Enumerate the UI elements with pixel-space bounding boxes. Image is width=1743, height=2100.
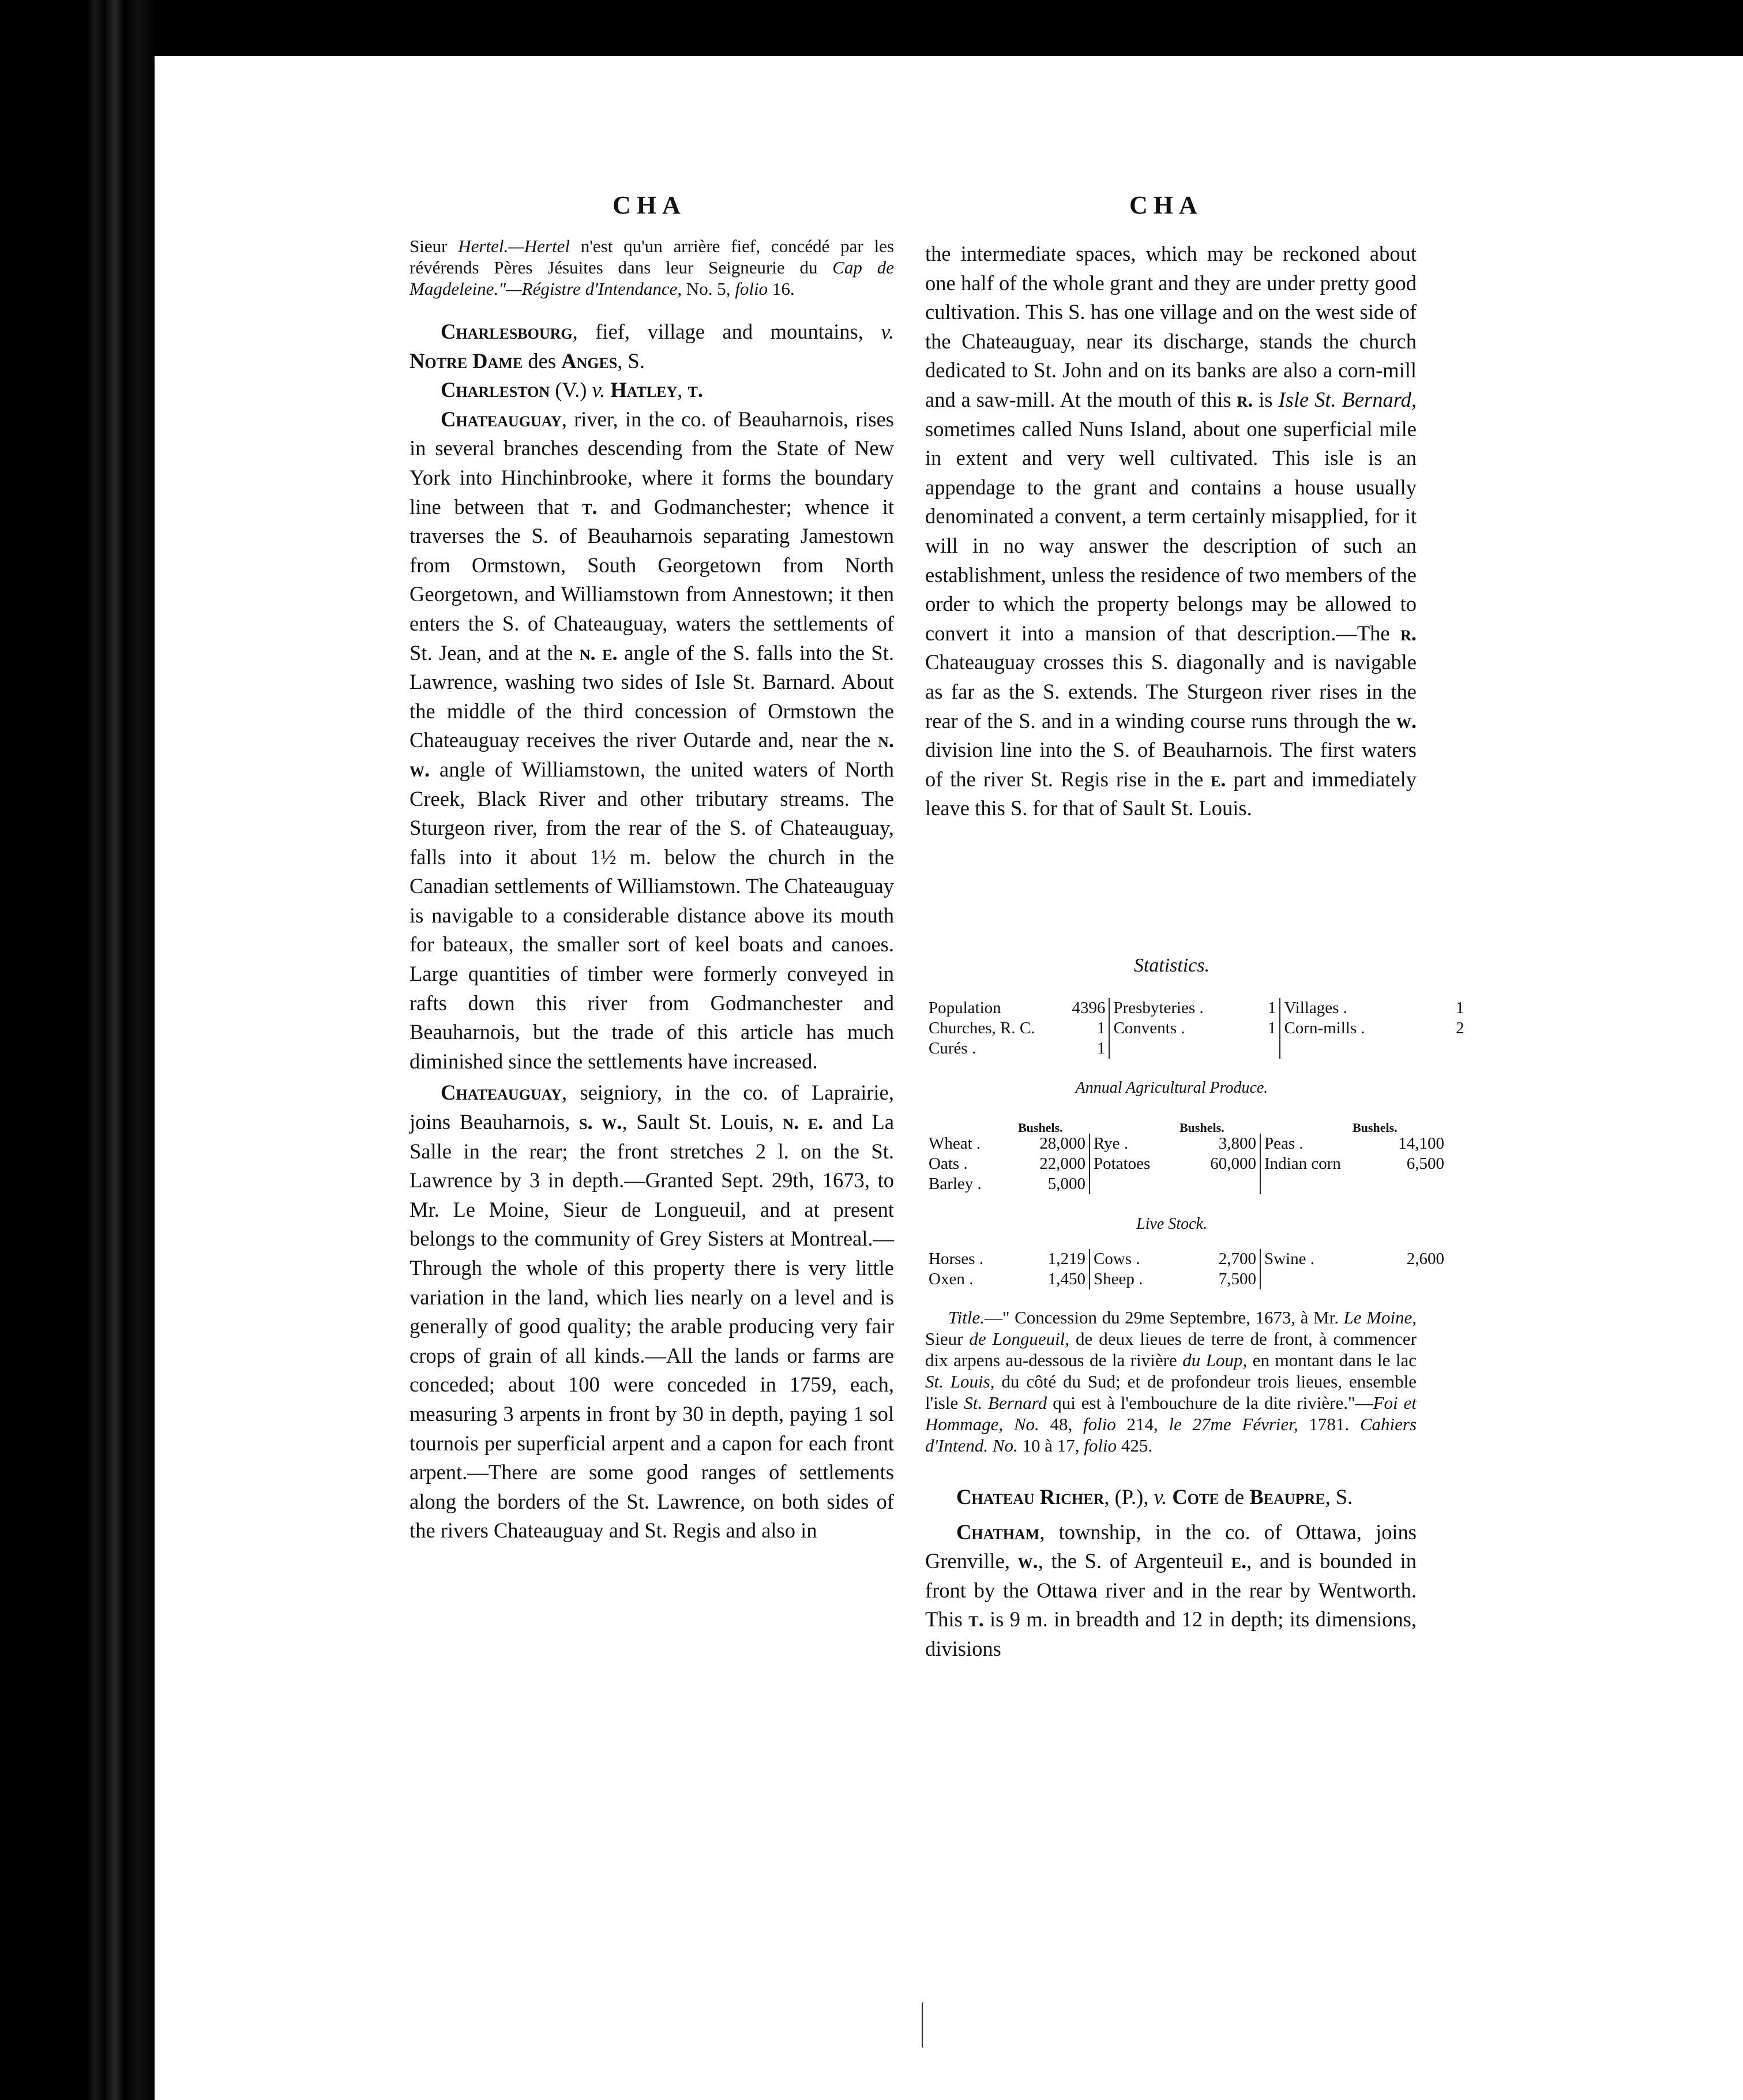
produce-unit-2: Bushels. (1179, 1120, 1224, 1135)
text-run: du Loup, (1182, 1350, 1248, 1370)
text-run: folio (1084, 1435, 1117, 1456)
text-run (1167, 1485, 1172, 1509)
text-run: , the S. of Argenteuil (1038, 1549, 1231, 1573)
table-cell: 7,500 (1195, 1269, 1260, 1289)
text-run: t. (688, 378, 704, 402)
text-run: Sieur (410, 236, 459, 256)
left-top-note (410, 235, 894, 299)
text-run: e. (1231, 1549, 1247, 1573)
text-run: 1781. (1298, 1414, 1360, 1434)
text-run: r. (1400, 621, 1417, 645)
entry-chateauguay-river (410, 405, 894, 1077)
text-run: w. (1396, 708, 1417, 733)
table-cell: Swine . (1264, 1250, 1314, 1268)
text-run: Hertel.—Hertel (458, 236, 570, 256)
text-run: , township, in the co. of Ottawa, joins Grenville, (925, 1520, 1417, 1573)
text-run: Chateau Richer (956, 1485, 1105, 1509)
text-run: Sieur (925, 1329, 970, 1349)
table-cell: Oxen . (929, 1270, 974, 1288)
table-row (925, 1018, 1467, 1038)
text-run: de deux lieues de terre de front, à commencer dix arpens au-dessous de la rivière (925, 1329, 1417, 1370)
text-run: the intermediate spaces, which may be reckoned about one half of the whole grant and they are under pretty good cultivation. This S. has one village and on the west side of the Chateauguay, near its discharge, stands the church dedicated to St. John and on its banks are also a corn-mill and a saw-mill. At the mouth of this (925, 242, 1417, 411)
produce-unit-1: Bushels. (1018, 1120, 1063, 1135)
text-run: qui est à l'embouchure de la dite rivière."— (1047, 1393, 1373, 1413)
table-cell: 1,450 (1019, 1269, 1090, 1289)
livestock-table (925, 1249, 1448, 1289)
text-run: r. (1237, 387, 1253, 411)
table-cell: Cows . (1094, 1250, 1140, 1268)
text-run: , fief, village and mountains, (572, 320, 881, 343)
text-run: Charleston (441, 378, 550, 402)
text-run: v. (592, 378, 606, 402)
text-run: 214, (1115, 1414, 1169, 1434)
table-cell: Convents . (1113, 1019, 1185, 1037)
text-run: Chatham (956, 1520, 1040, 1544)
text-run: Hatley (610, 378, 678, 402)
running-header-left: CHA (613, 191, 686, 219)
table-cell: 2,600 (1406, 1250, 1444, 1268)
table-cell: 3,800 (1195, 1134, 1260, 1154)
text-run: en montant dans le lac (1247, 1350, 1417, 1370)
table-cell (1090, 1174, 1195, 1194)
text-run: Cahiers d'Intend. No. (925, 1414, 1417, 1456)
text-run: , S. (617, 348, 645, 373)
statistics-table (925, 998, 1467, 1059)
text-run (605, 378, 610, 402)
table-cell: Wheat . (929, 1134, 981, 1153)
entry-chateau-richer (925, 1483, 1417, 1512)
table-cell: 60,000 (1195, 1154, 1260, 1174)
table-row (925, 1154, 1448, 1174)
text-run: n'est qu'un arrière fief, concédé par les révérends Pères Jésuites dans leur Seigneurie du (410, 236, 895, 278)
text-run: —" Concession du 29me Septembre, 1673, à Mr. (984, 1307, 1344, 1327)
text-run: Le Moine, (1343, 1307, 1417, 1327)
text-run: St. Louis, (925, 1371, 995, 1392)
left-entries (410, 317, 894, 1546)
text-run: St. Bernard (964, 1393, 1047, 1413)
table-cell: Potatoes (1094, 1154, 1151, 1173)
table-cell: 1 (1038, 1038, 1109, 1059)
entry-chatham (925, 1518, 1417, 1664)
text-run: division line into the S. of Beauharnois. The first waters of the river St. Regis rise in the (925, 738, 1417, 791)
text-run: de Longueuil, (969, 1329, 1070, 1349)
table-cell: Barley . (929, 1175, 982, 1193)
table-cell (1109, 1038, 1215, 1059)
text-run: Title. (948, 1307, 985, 1327)
table-cell: 2 (1455, 1019, 1464, 1037)
text-run: is (1253, 387, 1279, 411)
statistics-title: Statistics. (1133, 955, 1210, 976)
text-run: Charlesbourg (441, 320, 573, 343)
text-run: angle of the S. falls into the St. Lawrence, washing two sides of Isle St. Barnard. About the middle of the third concession of Ormstown the Chateauguay receives the river Outarde and, near the (410, 640, 894, 752)
text-run: le 27me Février, (1169, 1414, 1298, 1434)
right-continuation (925, 239, 1417, 823)
table-row (925, 1134, 1448, 1154)
entry-chateauguay-seigniory (410, 1078, 894, 1546)
text-run: w. (1017, 1549, 1038, 1573)
text-run: folio (735, 279, 768, 299)
text-run: 16. (768, 279, 795, 299)
table-cell: Horses . (929, 1250, 984, 1268)
text-run: (V.) (550, 378, 592, 402)
table-cell: Curés . (929, 1039, 976, 1058)
table-cell (1397, 1038, 1467, 1059)
text-run: t. (968, 1607, 984, 1632)
table-cell: Oats . (929, 1154, 968, 1173)
page-mark (922, 2002, 927, 2048)
table-cell: 1 (1215, 998, 1280, 1018)
text-run: n. e. (579, 640, 618, 665)
text-run: Cap de Magdeleine."—Régistre d'Intendance, (410, 257, 894, 299)
text-run: n. e. (783, 1110, 824, 1134)
table-cell (1215, 1038, 1280, 1059)
livestock-title: Live Stock. (1136, 1215, 1207, 1233)
text-run: Anges (561, 348, 618, 373)
table-cell: Presbyteries . (1113, 999, 1204, 1017)
text-run: , (677, 378, 688, 402)
table-cell: Indian corn (1264, 1154, 1341, 1173)
text-run: n. w. (410, 728, 894, 781)
table-cell: 22,000 (1019, 1154, 1090, 1174)
running-header-right: CHA (1129, 191, 1203, 219)
table-row (925, 1174, 1448, 1194)
entry-charlesbourg (410, 317, 894, 376)
text-run: Chateauguay (441, 1081, 562, 1105)
table-cell: 5,000 (1019, 1174, 1090, 1194)
produce-table (925, 1134, 1448, 1194)
entry-charleston (410, 376, 894, 405)
table-cell: 28,000 (1019, 1134, 1090, 1154)
right-entries (925, 1483, 1417, 1664)
title-note (925, 1307, 1417, 1456)
table-cell: Sheep . (1094, 1270, 1143, 1288)
text-run: No. 5, (682, 279, 735, 299)
text-run: Notre Dame (410, 348, 523, 373)
table-cell (1377, 1174, 1448, 1194)
table-cell: 1 (1038, 1018, 1109, 1038)
text-run: , Sault St. Louis, (622, 1110, 783, 1134)
table-cell: 1 (1215, 1018, 1280, 1038)
text-run: des (523, 348, 562, 373)
table-cell: 2,700 (1195, 1249, 1260, 1269)
table-cell (1260, 1174, 1377, 1194)
text-run: t. (582, 494, 598, 519)
table-cell: 1 (1455, 999, 1464, 1017)
table-row (925, 998, 1467, 1018)
text-run: and La Salle in the rear; the front stretches 2 l. on the St. Lawrence by 3 in depth.—Granted Sept. 29th, 1673, to Mr. Le Moine, Sieur de Longueuil, and at present belongs to the community of Grey Sisters at Montreal.—Through the whole of this property there is very little variation in the land, which lies nearly on a level and is generally of good quality; the arable producing very fair crops of grain of all kinds.—All the lands or farms are conceded; about 100 were conceded in 1759, each, measuring 3 arpents in front by 30 in depth, paying 1 sol tournois per superficial arpent and a capon for each front arpent.—There are some good ranges of settlements along the borders of the St. Lawrence, on both sides of the rivers Chateauguay and St. Regis and also in (410, 1110, 895, 1543)
text-run: du côté du Sud; et de profondeur trois lieues, ensemble l'isle (925, 1371, 1417, 1413)
table-cell (1260, 1269, 1377, 1289)
table-cell: 1,219 (1019, 1249, 1090, 1269)
table-cell: Corn-mills . (1284, 1019, 1365, 1037)
table-cell: 6,500 (1406, 1154, 1444, 1173)
text-run: 48, (1039, 1414, 1083, 1434)
text-run: s. w. (579, 1110, 622, 1134)
text-run: , seigniory, in the co. of Laprairie, joins Beauharnois, (410, 1081, 894, 1134)
table-cell (1377, 1269, 1448, 1289)
table-cell (1280, 1038, 1397, 1059)
produce-title: Annual Agricultural Produce. (1075, 1079, 1268, 1097)
text-run: 425. (1117, 1435, 1153, 1456)
text-run: sometimes called Nuns Island, about one superficial mile in extent and very well cultivated. This isle is an appendage to the grant and contains a house usually denominated a convent, a term certainly misapplied, for it will in no way answer the description of such an establishment, unless the residence of two members of the order to which the property belongs may be allowed to convert it into a mansion of that description.—The (925, 417, 1417, 645)
text-run: , S. (1325, 1485, 1353, 1509)
table-cell: 14,100 (1398, 1134, 1444, 1153)
text-run: Cote (1172, 1485, 1219, 1509)
table-row (925, 1249, 1448, 1269)
table-cell: Population (929, 999, 1001, 1017)
text-run: angle of Williamstown, the united waters of North Creek, Black River and other tributary streams. The Sturgeon river, from the rear of the S. of Chateauguay, falls into it about 1½ m. below the church in the Canadian settlements of Williamstown. The Chateauguay is navigable to a considerable distance above its mouth for bateaux, the smaller sort of keel boats and canoes. Large quantities of timber were formerly conveyed in rafts down this river from Godmanchester and Beauharnois, but the trade of this article has much diminished since the settlements have increased. (410, 757, 894, 1073)
table-cell (1195, 1174, 1260, 1194)
text-run: 10 à 17, (1017, 1435, 1084, 1456)
text-run: Chateauguay (441, 407, 562, 431)
text-run: part and immediately leave this S. for that of Sault St. Louis. (925, 767, 1417, 820)
book-spine (0, 0, 156, 2100)
table-cell: 4396 (1038, 998, 1109, 1018)
text-run: v. (881, 320, 894, 343)
table-cell: Churches, R. C. (929, 1019, 1035, 1037)
table-cell: Peas . (1264, 1134, 1304, 1153)
table-row (925, 1038, 1467, 1059)
text-run: Beaupre (1249, 1485, 1325, 1509)
text-run: folio (1083, 1414, 1116, 1434)
text-run: , river, in the co. of Beauharnois, rises in several branches descending from the State of New York into Hinchinbrooke, where it forms the boundary line between that (410, 407, 894, 519)
table-cell: Villages . (1284, 999, 1347, 1017)
text-run: Foi et Hommage, No. (925, 1393, 1417, 1434)
text-run: v. (1154, 1485, 1167, 1509)
text-run: , and is bounded in front by the Ottawa river and in the rear by Wentworth. This (925, 1549, 1417, 1632)
text-run: , (P.), (1104, 1485, 1154, 1509)
text-run: de (1219, 1485, 1250, 1509)
text-run: Chateauguay crosses this S. diagonally and is navigable as far as the S. extends. The Sturgeon river rises in the rear of the S. and in a winding course runs through the (925, 650, 1417, 733)
table-cell: Rye . (1094, 1134, 1129, 1153)
text-run: Isle St. Bernard, (1278, 387, 1417, 411)
text-run: and Godmanchester; whence it traverses the S. of Beauharnois separating Jamestown from Ormstown, South Georgetown from North Georgetown, and Williamstown from Annestown; it then enters the S. of Chateauguay, waters the settlements of St. Jean, and at the (410, 494, 894, 665)
produce-unit-3: Bushels. (1353, 1120, 1398, 1135)
text-run: is 9 m. in breadth and 12 in depth; its dimensions, divisions (925, 1607, 1417, 1660)
text-run: e. (1211, 767, 1226, 791)
table-row (925, 1269, 1448, 1289)
